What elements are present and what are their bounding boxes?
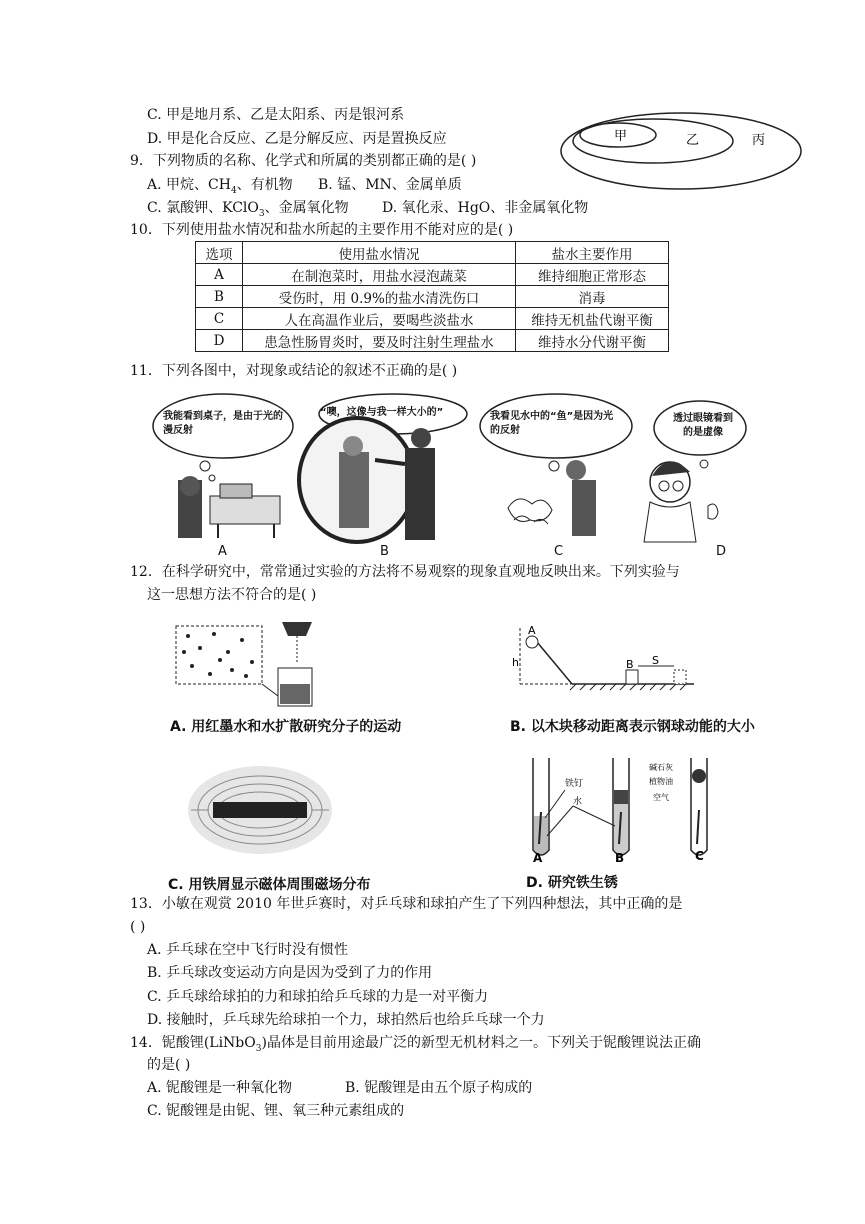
q11-bubble-b: “噢，这像与我一样大小的” (320, 407, 444, 418)
table-cell: C (196, 308, 243, 330)
table-cell: 在制泡菜时，用盐水浸泡蔬菜 (243, 264, 516, 286)
q12-caption-c: C. 用铁屑显示磁体周围磁场分布 (168, 877, 371, 893)
fig-d-label-air: 空气 (653, 793, 669, 802)
q12-figure-c (185, 762, 335, 858)
q9-option-d: D. 氧化汞、HgO、非金属氧化物 (382, 200, 589, 216)
q11-bubble-a: 我能看到桌子，是由于光的漫反射 (163, 411, 283, 436)
fig-d-label-nail: 铁钉 (565, 779, 584, 789)
table-header: 选项 (196, 242, 243, 264)
table-row (196, 286, 669, 308)
q14-stem-2: 的是( ) (147, 1057, 191, 1073)
q9-option-b: B. 锰、MN、金属单质 (318, 177, 462, 193)
q14-option-a: A. 铌酸锂是一种氧化物 (147, 1080, 293, 1096)
q13-option-b: B. 乒乓球改变运动方向是因为受到了力的作用 (147, 965, 433, 981)
q13-option-a: A. 乒乓球在空中飞行时没有惯性 (147, 942, 349, 958)
fig-b-label-a: A (528, 624, 536, 637)
table-row (196, 264, 669, 286)
q13-stem: 13．小敏在观赏 2010 年世乒赛时，对乒乓球和球拍产生了下列四种想法，其中正确的是 (130, 896, 683, 912)
q9-option-c: C. 氯酸钾、KClO$_3$、金属氧化物 (147, 200, 349, 219)
table-cell: 人在高温作业后，要喝些淡盐水 (243, 308, 516, 330)
table-header: 盐水主要作用 (516, 242, 669, 264)
q11-label-d: D (716, 544, 727, 559)
fig-d-tube-b: B (615, 851, 625, 865)
fig-d-tube-c: C (695, 849, 704, 863)
table-cell: D (196, 330, 243, 352)
fig-b-label-s: S (652, 654, 659, 667)
table-cell: B (196, 286, 243, 308)
q13-option-d: D. 接触时，乒乓球先给球拍一个力，球拍然后也给乒乓球一个力 (147, 1012, 545, 1028)
q14-stem: 14．铌酸锂(LiNbO$_3$)晶体是目前用途最广泛的新型无机材料之一。下列关于铌酸锂说法正确 (130, 1035, 701, 1054)
fig-d-label-oil: 植物油 (649, 777, 673, 786)
table-cell: 消毒 (516, 286, 669, 308)
venn-label-c: 丙 (752, 133, 766, 148)
fig-d-tube-a: A (533, 851, 543, 865)
q13-option-c: C. 乒乓球给球拍的力和球拍给乒乓球的力是一对平衡力 (147, 989, 489, 1005)
table-row (196, 308, 669, 330)
q11-bubble-c: 我看见水中的“鱼”是因为光的反射 (490, 411, 614, 436)
salt-water-table (195, 241, 669, 352)
table-cell: 维持水分代谢平衡 (516, 330, 669, 352)
fig-b-label-h: h (512, 656, 519, 669)
q12-caption-b: B. 以木块移动距离表示钢球动能的大小 (510, 719, 755, 735)
table-cell: 受伤时，用 0.9%的盐水清洗伤口 (243, 286, 516, 308)
table-row (196, 330, 669, 352)
q8-option-d: D. 甲是化合反应、乙是分解反应、丙是置换反应 (147, 131, 447, 147)
q11-bubble-d: 透过眼镜看到的是虚像 (673, 413, 733, 438)
q10-stem: 10．下列使用盐水情况和盐水所起的主要作用不能对应的是( ) (130, 222, 514, 238)
fig-b-label-b: B (626, 658, 634, 671)
venn-label-b: 乙 (686, 133, 700, 148)
table-cell: 维持无机盐代谢平衡 (516, 308, 669, 330)
q14-option-c: C. 铌酸锂是由铌、锂、氧三种元素组成的 (147, 1103, 405, 1119)
q9-option-a: A. 甲烷、$CH_4$、有机物 (147, 177, 293, 196)
q12-stem-2: 这一思想方法不符合的是( ) (147, 587, 317, 603)
q12-figure-b (510, 620, 700, 692)
q13-stem-2: ( ) (130, 919, 146, 935)
q8-option-c: C. 甲是地月系、乙是太阳系、丙是银河系 (147, 107, 405, 123)
q11-label-a: A (218, 544, 227, 559)
q9-stem: 9．下列物质的名称、化学式和所属的类别都正确的是( ) (130, 153, 477, 169)
fig-d-label-water: 水 (573, 797, 583, 807)
q12-stem: 12．在科学研究中，常常通过实验的方法将不易观察的现象直观地反映出来。下列实验与 (130, 564, 680, 580)
q11-stem: 11．下列各图中，对现象或结论的叙述不正确的是( ) (130, 363, 458, 379)
table-header: 使用盐水情况 (243, 242, 516, 264)
table-cell: A (196, 264, 243, 286)
q12-figure-a (170, 612, 340, 712)
q11-label-c: C (554, 544, 564, 559)
table-cell: 维持细胞正常形态 (516, 264, 669, 286)
fig-d-label-soda-lime: 碱石灰 (649, 763, 673, 772)
q12-figure-d (525, 756, 725, 866)
q14-option-b: B. 铌酸锂是由五个原子构成的 (345, 1080, 533, 1096)
q12-caption-a: A. 用红墨水和水扩散研究分子的运动 (170, 719, 402, 735)
table-header-row (196, 242, 669, 264)
venn-diagram (558, 110, 808, 192)
q11-label-b: B (380, 544, 389, 559)
venn-label-a: 甲 (614, 129, 628, 144)
q12-caption-d: D. 研究铁生锈 (526, 875, 618, 891)
table-cell: 患急性肠胃炎时，要及时注射生理盐水 (243, 330, 516, 352)
